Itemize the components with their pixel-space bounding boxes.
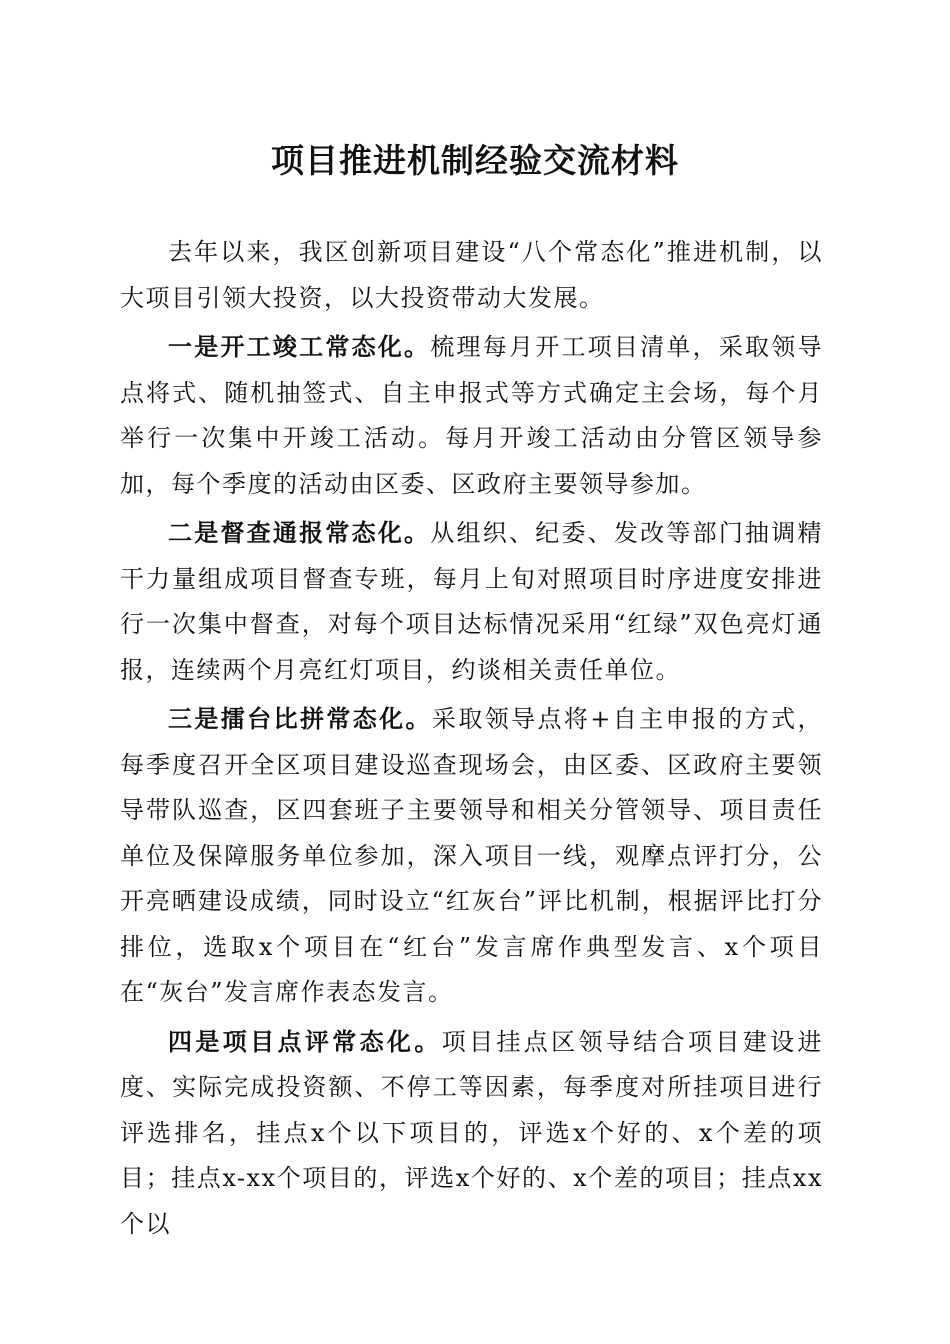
section-heading-3: 三是擂台比拼常态化。 <box>168 704 432 733</box>
section-text-1: 梳理每月开工项目清单，采取领导点将式、随机抽签式、自主申报式等方式确定主会场，每个月举行一次集中开竣工活动。每月开竣工活动由分管区领导参加，每个季度的活动由区委、区政府主要领导参加。 <box>120 333 824 498</box>
section-text-2: 从组织、纪委、发改等部门抽调精干力量组成项目督查专班，每月上旬对照项目时序进度安排进行一次集中督查，对每个项目达标情况采用“红绿”双色亮灯通报，连续两个月亮红灯项目，约谈相关责任单位。 <box>120 519 824 684</box>
section-paragraph-4 <box>120 1019 823 1248</box>
section-text-4: 项目挂点区领导结合项目建设进度、实际完成投资额、不停工等因素，每季度对所挂项目进行评选排名，挂点x个以下项目的，评选x个好的、x个差的项目；挂点x-xx个项目的，评选x个好的、x个差的项目；挂点xx个以 <box>120 1027 824 1238</box>
section-paragraph-2 <box>120 510 823 693</box>
section-text-3: 采取领导点将+自主申报的方式，每季度召开全区项目建设巡查现场会，由区委、区政府主要领导带队巡查，区四套班子主要领导和相关分管领导、项目责任单位及保障服务单位参加，深入项目一线，观摩点评打分，公开亮晒建设成绩，同时设立“红灰台”评比机制，根据评比打分排位，选取x个项目在“红台”发言席作典型发言、x个项目在“灰台”发言席作表态发言。 <box>120 705 824 1006</box>
section-paragraph-3 <box>120 696 823 1016</box>
section-paragraph-1 <box>120 324 823 507</box>
intro-paragraph: 去年以来，我区创新项目建设“八个常态化”推进机制，以大项目引领大投资，以大投资带动大发展。 <box>120 238 823 312</box>
section-heading-2: 二是督查通报常态化。 <box>168 518 431 547</box>
document-title: 项目推进机制经验交流材料 <box>271 141 679 180</box>
section-heading-1: 一是开工竣工常态化。 <box>168 332 431 361</box>
section-heading-4: 四是项目点评常态化。 <box>168 1026 442 1056</box>
document-body <box>120 230 823 1250</box>
